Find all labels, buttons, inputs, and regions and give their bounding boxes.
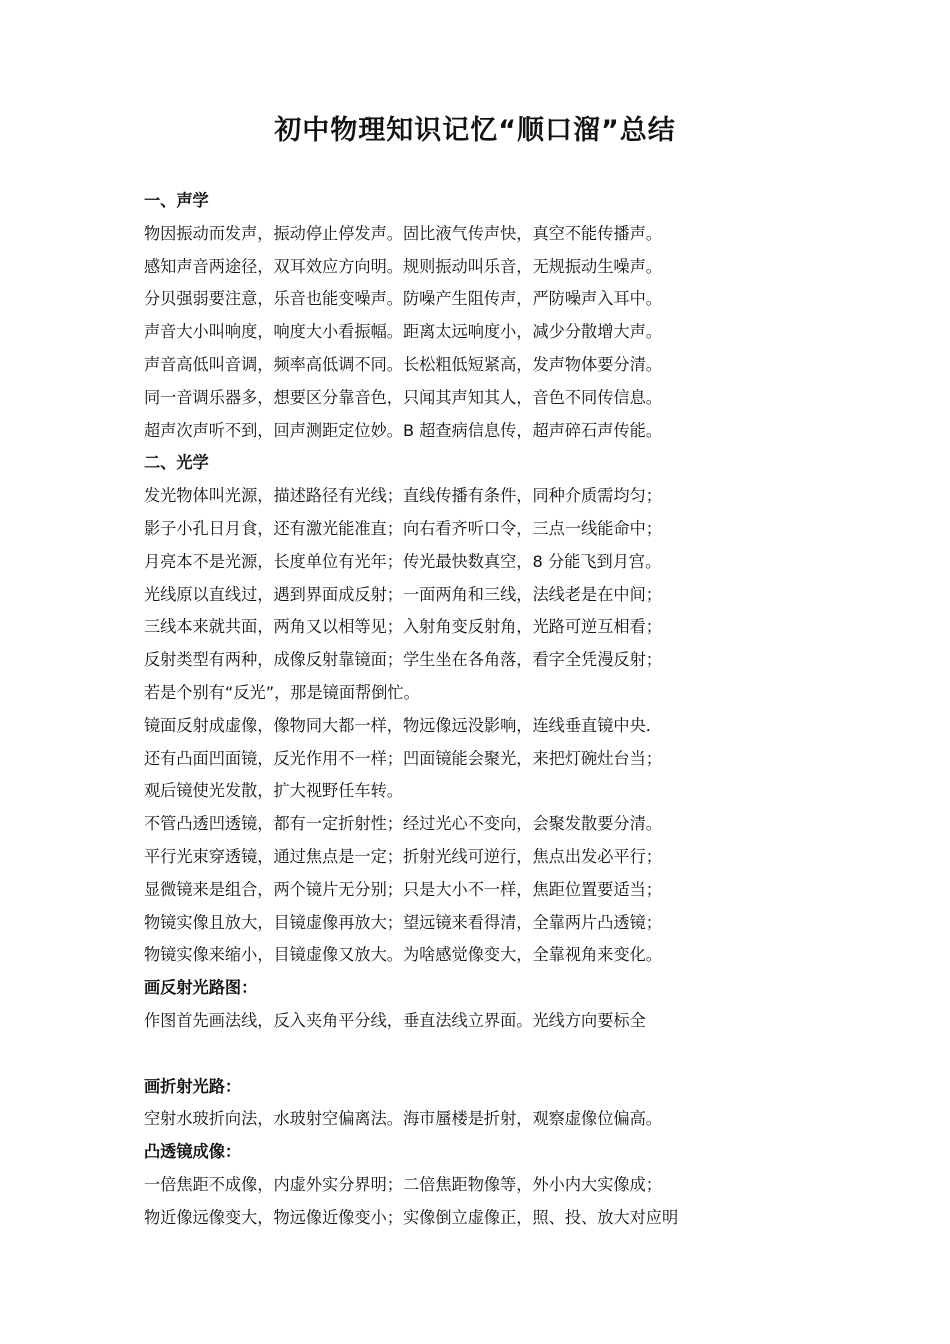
text-line: 物镜实像来缩小，目镜虚像又放大。为啥感觉像变大，全靠视角来变化。 bbox=[144, 945, 662, 965]
document-title: 初中物理知识记忆“顺口溜”总结 bbox=[274, 115, 676, 146]
subheading-convex-lens-imaging: 凸透镜成像： bbox=[144, 1142, 242, 1162]
text-line: 声音大小叫响度，响度大小看振幅。距离太远响度小，减少分散增大声。 bbox=[144, 322, 662, 342]
text-line: 感知声音两途径，双耳效应方向明。规则振动叫乐音，无规振动生噪声。 bbox=[144, 256, 662, 276]
text-line: 显微镜来是组合，两个镜片无分别；只是大小不一样，焦距位置要适当； bbox=[144, 879, 662, 899]
text-line: 作图首先画法线，反入夹角平分线，垂直法线立界面。光线方向要标全 bbox=[144, 1010, 646, 1030]
subheading-reflection-diagram: 画反射光路图： bbox=[144, 978, 258, 998]
document-body bbox=[144, 185, 844, 1235]
text-line: 同一音调乐器多，想要区分靠音色，只闻其声知其人，音色不同传信息。 bbox=[144, 387, 662, 407]
text-line: 一倍焦距不成像，内虚外实分界明；二倍焦距物像等，外小内大实像成； bbox=[144, 1174, 662, 1194]
text-line: 反射类型有两种，成像反射靠镜面；学生坐在各角落，看字全凭漫反射； bbox=[144, 650, 662, 670]
text-line: 三线本来就共面，两角又以相等见；入射角变反射角，光路可逆互相看； bbox=[144, 617, 662, 637]
section-heading-acoustics: 一、声学 bbox=[144, 191, 209, 210]
text-line: 观后镜使光发散，扩大视野任车转。 bbox=[144, 781, 403, 801]
text-line: 声音高低叫音调，频率高低调不同。长松粗低短紧高，发声物体要分清。 bbox=[144, 354, 662, 374]
text-line: 还有凸面凹面镜，反光作用不一样；凹面镜能会聚光，来把灯碗灶台当； bbox=[144, 748, 662, 768]
text-line: 若是个别有“反光”，那是镜面帮倒忙。 bbox=[144, 682, 420, 702]
text-line: 月亮本不是光源，长度单位有光年；传光最快数真空，8 分能飞到月宫。 bbox=[144, 551, 662, 571]
text-line: 光线原以直线过，遇到界面成反射；一面两角和三线，法线老是在中间； bbox=[144, 584, 662, 604]
text-line: 影子小孔日月食，还有激光能准直；向右看齐听口令，三点一线能命中； bbox=[144, 518, 662, 538]
subheading-refraction-path: 画折射光路： bbox=[144, 1076, 242, 1096]
text-line: 分贝强弱要注意，乐音也能变噪声。防噪产生阻传声，严防噪声入耳中。 bbox=[144, 289, 662, 309]
text-line: 不管凸透凹透镜，都有一定折射性；经过光心不变向，会聚发散要分清。 bbox=[144, 814, 662, 834]
text-line: 发光物体叫光源，描述路径有光线；直线传播有条件，同种介质需均匀； bbox=[144, 486, 662, 506]
text-line: 平行光束穿透镜，通过焦点是一定；折射光线可逆行，焦点出发必平行； bbox=[144, 846, 662, 866]
text-line: 空射水玻折向法，水玻射空偏离法。海市蜃楼是折射，观察虚像位偏高。 bbox=[144, 1109, 662, 1129]
section-heading-optics: 二、光学 bbox=[144, 453, 209, 473]
text-line: 物因振动而发声，振动停止停发声。固比液气传声快，真空不能传播声。 bbox=[144, 223, 662, 243]
text-line: 物镜实像且放大，目镜虚像再放大；望远镜来看得清，全靠两片凸透镜； bbox=[144, 912, 662, 932]
blank-line bbox=[144, 1038, 844, 1071]
text-line: 物近像远像变大，物远像近像变小；实像倒立虚像正，照、投、放大对应明 bbox=[144, 1207, 679, 1227]
text-line: 镜面反射成虚像，像物同大都一样，物远像远没影响，连线垂直镜中央． bbox=[144, 715, 662, 735]
text-line: 超声次声听不到，回声测距定位妙。B 超查病信息传，超声碎石声传能。 bbox=[144, 420, 663, 440]
